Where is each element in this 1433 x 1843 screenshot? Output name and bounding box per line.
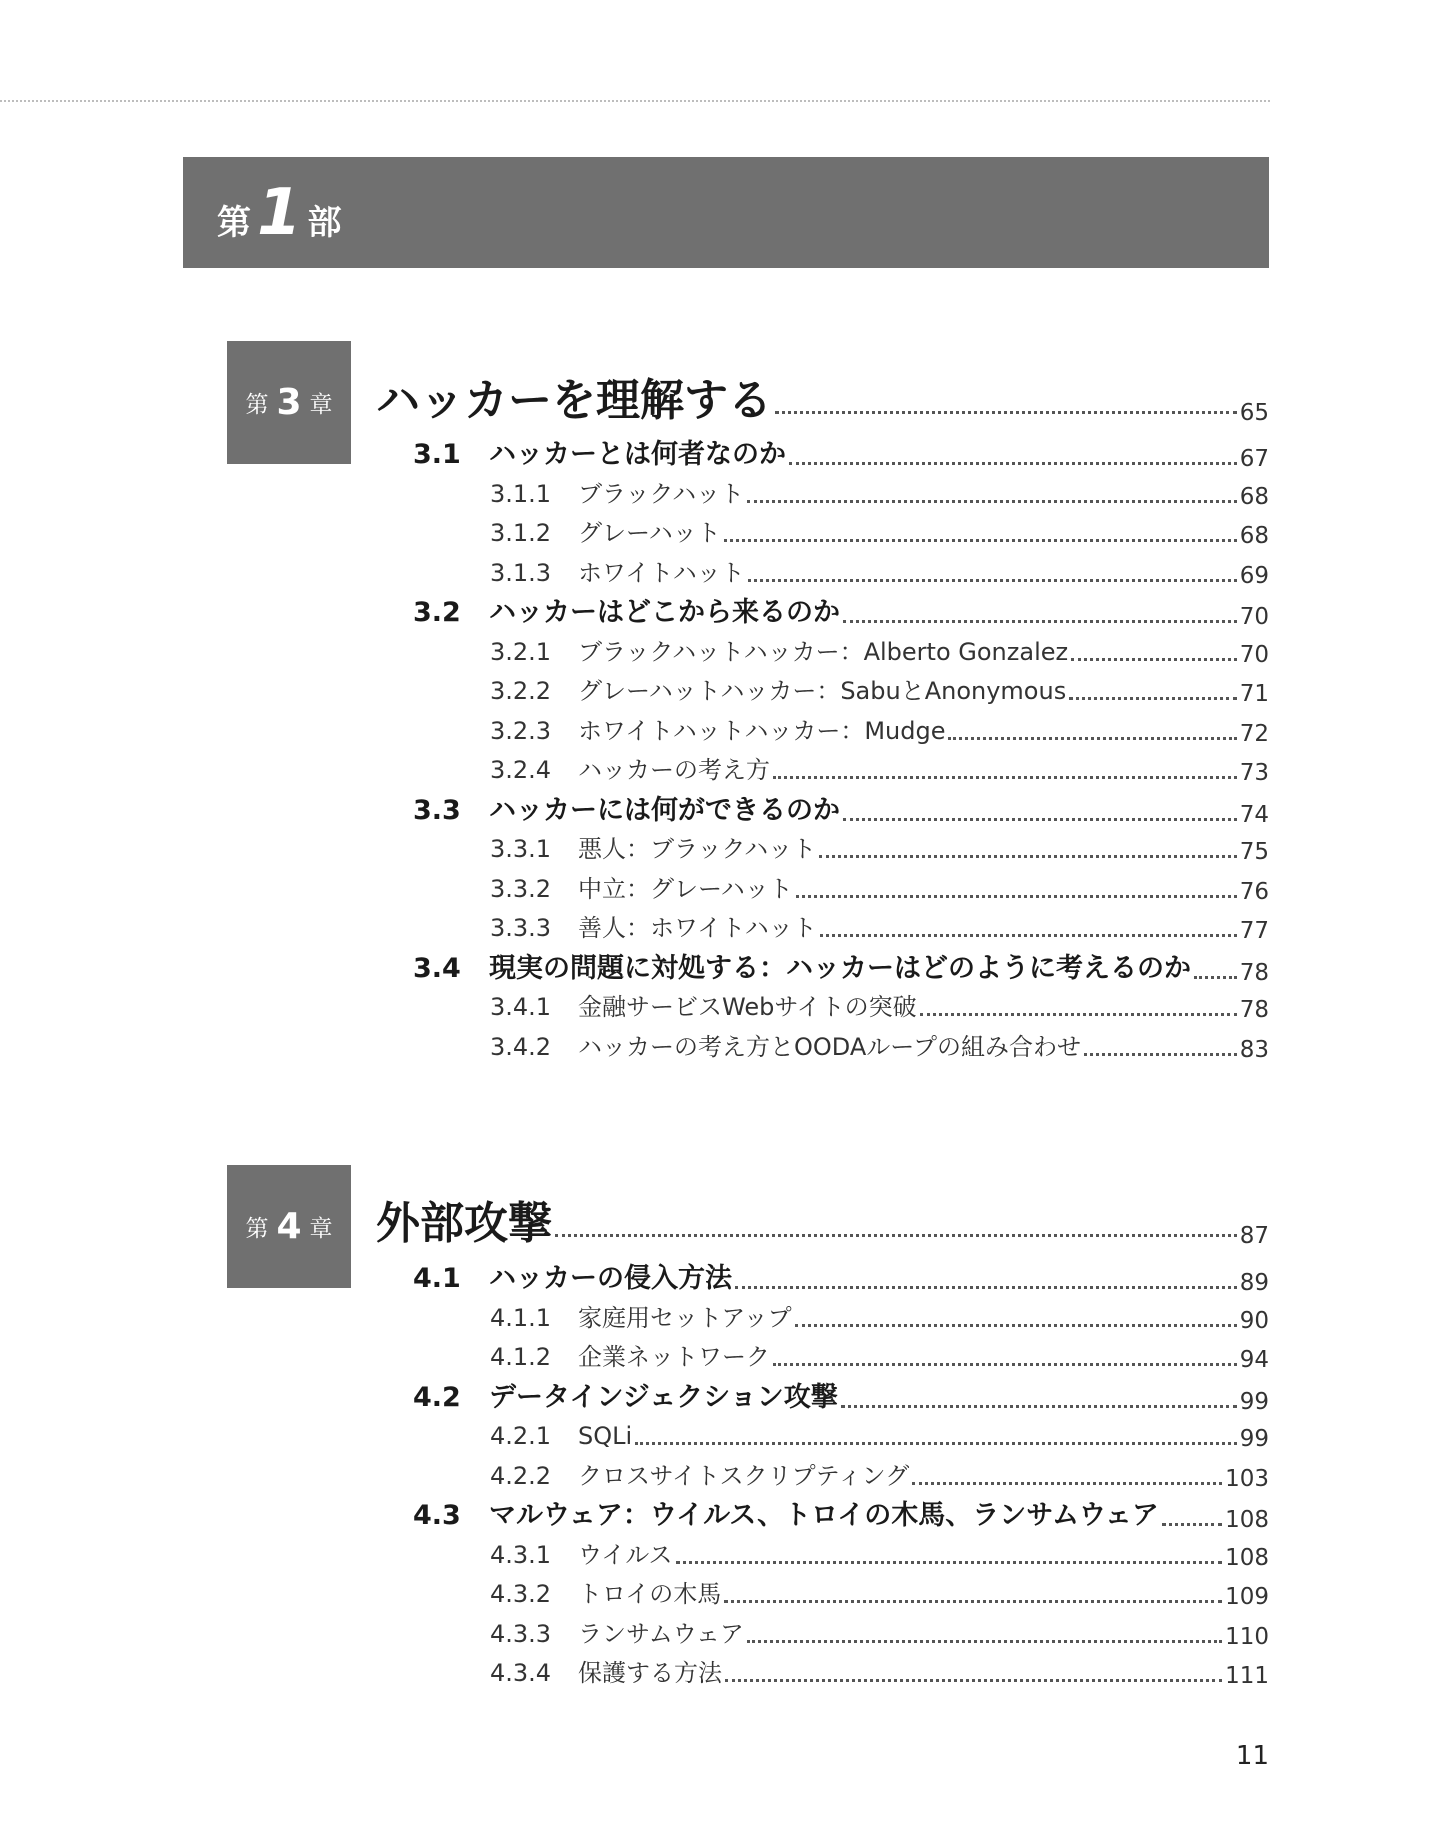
chapter-title: ハッカーを理解する xyxy=(376,375,772,426)
chapter-prefix: 第 xyxy=(245,1216,269,1242)
chapter-suffix: 章 xyxy=(309,392,333,418)
toc-subsection-4-2-2[interactable] xyxy=(490,1460,1269,1492)
toc-subsection-3-1-1[interactable] xyxy=(490,478,1269,510)
subsection-title: ハッカーの考え方 xyxy=(578,756,770,784)
dot-leader xyxy=(676,1561,1223,1564)
toc-chapter-4[interactable] xyxy=(376,1199,1269,1249)
subsection-title: SQLi xyxy=(578,1422,633,1450)
subsection-number: 3.1.1 xyxy=(490,480,552,508)
subsection-number: 4.2.2 xyxy=(490,1462,552,1490)
subsection-number: 3.4.2 xyxy=(490,1033,552,1061)
dot-leader xyxy=(775,411,1237,414)
part-banner xyxy=(183,157,1269,268)
page-ref: 69 xyxy=(1239,563,1269,589)
toc-subsection-3-3-3[interactable] xyxy=(490,912,1269,944)
subsection-title: 金融サービスWebサイトの突破 xyxy=(578,993,917,1021)
chapter-prefix: 第 xyxy=(245,392,269,418)
subsection-title: ウイルス xyxy=(578,1541,673,1569)
subsection-number: 3.2.1 xyxy=(490,638,552,666)
subsection-number: 4.2.1 xyxy=(490,1422,552,1450)
subsection-title: 企業ネットワーク xyxy=(578,1343,770,1371)
subsection-title: ブラックハットハッカー：Alberto Gonzalez xyxy=(578,638,1069,666)
page-ref: 109 xyxy=(1225,1584,1269,1610)
toc-section-3-3[interactable] xyxy=(413,794,1269,828)
dot-leader xyxy=(912,1482,1222,1485)
toc-section-3-4[interactable] xyxy=(413,952,1269,986)
section-title: ハッカーには何ができるのか xyxy=(489,795,840,826)
page-ref: 70 xyxy=(1239,642,1269,668)
part-suffix: 部 xyxy=(307,202,342,243)
subsection-number: 3.1.2 xyxy=(490,519,552,547)
subsection-title: 中立：グレーハット xyxy=(578,875,793,903)
dot-leader xyxy=(735,1286,1237,1289)
chapter-number: 3 xyxy=(276,382,302,423)
page-ref: 77 xyxy=(1239,918,1269,944)
subsection-number: 4.3.2 xyxy=(490,1580,552,1608)
section-title: 現実の問題に対処する：ハッカーはどのように考えるのか xyxy=(489,953,1191,984)
dot-leader xyxy=(841,1405,1237,1408)
page-ref: 78 xyxy=(1239,960,1269,986)
section-number: 3.2 xyxy=(413,597,461,628)
subsection-title: 家庭用セットアップ xyxy=(578,1304,792,1332)
toc-subsection-4-3-1[interactable] xyxy=(490,1539,1269,1571)
toc-subsection-4-3-4[interactable] xyxy=(490,1657,1269,1689)
page-ref: 65 xyxy=(1239,400,1269,426)
chapter-title: 外部攻撃 xyxy=(376,1198,552,1249)
page-ref: 108 xyxy=(1225,1545,1269,1571)
page-ref: 99 xyxy=(1239,1426,1269,1452)
subsection-title: 悪人：ブラックハット xyxy=(578,835,817,863)
toc-subsection-3-2-1[interactable] xyxy=(490,636,1269,668)
dot-leader xyxy=(843,818,1237,821)
toc-subsection-3-1-3[interactable] xyxy=(490,557,1269,589)
dot-leader xyxy=(1162,1523,1222,1526)
dot-leader xyxy=(1071,658,1237,661)
toc-section-4-1[interactable] xyxy=(413,1262,1269,1296)
toc-subsection-3-2-3[interactable] xyxy=(490,715,1269,747)
subsection-title: ホワイトハット xyxy=(578,559,745,587)
page-ref: 74 xyxy=(1239,802,1269,828)
subsection-title: クロスサイトスクリプティング xyxy=(578,1462,910,1490)
dot-leader xyxy=(724,539,1237,542)
subsection-title: トロイの木馬 xyxy=(578,1580,722,1608)
page-ref: 70 xyxy=(1239,604,1269,630)
page-ref: 89 xyxy=(1239,1270,1269,1296)
dot-leader xyxy=(796,895,1237,898)
subsection-number: 3.2.3 xyxy=(490,717,552,745)
subsection-number: 3.3.1 xyxy=(490,835,552,863)
subsection-title: ランサムウェア xyxy=(578,1620,744,1648)
toc-section-3-2[interactable] xyxy=(413,596,1269,630)
page-ref: 68 xyxy=(1239,523,1269,549)
page-ref: 71 xyxy=(1239,681,1269,707)
toc-section-3-1[interactable] xyxy=(413,438,1269,472)
toc-section-4-2[interactable] xyxy=(413,1381,1269,1415)
page-ref: 75 xyxy=(1239,839,1269,865)
dot-leader xyxy=(773,776,1237,779)
toc-subsection-4-1-2[interactable] xyxy=(490,1341,1269,1373)
page-number: 11 xyxy=(1235,1741,1269,1771)
page-ref: 72 xyxy=(1239,721,1269,747)
subsection-title: グレーハット xyxy=(578,519,721,547)
part-heading xyxy=(217,175,342,250)
toc-subsection-3-3-2[interactable] xyxy=(490,873,1269,905)
chapter-number: 4 xyxy=(276,1206,302,1247)
dot-leader xyxy=(820,934,1237,937)
section-number: 3.4 xyxy=(413,953,461,984)
subsection-title: グレーハットハッカー：SabuとAnonymous xyxy=(578,677,1067,705)
subsection-number: 4.3.3 xyxy=(490,1620,552,1648)
toc-subsection-4-3-3[interactable] xyxy=(490,1618,1269,1650)
dot-leader xyxy=(748,579,1237,582)
page-ref: 99 xyxy=(1239,1389,1269,1415)
section-title: ハッカーの侵入方法 xyxy=(489,1263,732,1294)
dot-leader xyxy=(819,855,1237,858)
dot-leader xyxy=(773,1363,1237,1366)
toc-chapter-3[interactable] xyxy=(376,376,1269,426)
toc-subsection-4-2-1[interactable] xyxy=(490,1420,1269,1452)
dot-leader xyxy=(948,737,1236,740)
page-ref: 108 xyxy=(1225,1507,1269,1533)
section-title: データインジェクション攻撃 xyxy=(489,1382,838,1413)
dot-leader xyxy=(725,1679,1222,1682)
toc-subsection-4-3-2[interactable] xyxy=(490,1578,1269,1610)
toc-subsection-3-2-2[interactable] xyxy=(490,675,1269,707)
toc-subsection-3-1-2[interactable] xyxy=(490,517,1269,549)
subsection-title: ホワイトハットハッカー：Mudge xyxy=(578,717,946,745)
chapter-3-label-box xyxy=(227,341,351,464)
dot-leader xyxy=(1084,1053,1237,1056)
page-ref: 83 xyxy=(1239,1037,1269,1063)
section-number: 4.3 xyxy=(413,1500,461,1531)
page-ref: 68 xyxy=(1239,484,1269,510)
page-ref: 87 xyxy=(1239,1223,1269,1249)
dot-leader xyxy=(747,1640,1222,1643)
subsection-number: 3.4.1 xyxy=(490,993,552,1021)
page-ref: 111 xyxy=(1225,1663,1269,1689)
subsection-title: ブラックハット xyxy=(578,480,745,508)
page-ref: 110 xyxy=(1225,1624,1269,1650)
section-number: 3.1 xyxy=(413,439,461,470)
dot-leader xyxy=(555,1234,1237,1237)
chapter-suffix: 章 xyxy=(309,1216,333,1242)
subsection-title: 善人：ホワイトハット xyxy=(578,914,817,942)
page-ref: 67 xyxy=(1239,446,1269,472)
toc-subsection-4-1-1[interactable] xyxy=(490,1302,1269,1334)
dot-leader xyxy=(920,1013,1237,1016)
dot-leader xyxy=(1069,697,1237,700)
subsection-number: 3.2.2 xyxy=(490,677,552,705)
toc-subsection-3-4-2[interactable] xyxy=(490,1031,1269,1063)
page-ref: 103 xyxy=(1225,1466,1269,1492)
page-ref: 76 xyxy=(1239,879,1269,905)
page-ref: 90 xyxy=(1239,1308,1269,1334)
section-number: 4.1 xyxy=(413,1263,461,1294)
toc-subsection-3-2-4[interactable] xyxy=(490,754,1269,786)
subsection-number: 4.1.2 xyxy=(490,1343,552,1371)
subsection-title: 保護する方法 xyxy=(578,1659,722,1687)
subsection-number: 3.2.4 xyxy=(490,756,552,784)
chapter-4-label-box xyxy=(227,1165,351,1288)
section-title: ハッカーはどこから来るのか xyxy=(489,597,840,628)
dot-leader xyxy=(789,462,1237,465)
part-number: 1 xyxy=(257,175,302,250)
subsection-number: 4.1.1 xyxy=(490,1304,552,1332)
page-ref: 78 xyxy=(1239,997,1269,1023)
toc-subsection-3-4-1[interactable] xyxy=(490,991,1269,1023)
section-number: 3.3 xyxy=(413,795,461,826)
section-title: マルウェア：ウイルス、トロイの木馬、ランサムウェア xyxy=(489,1500,1159,1531)
top-dotted-rule xyxy=(0,100,1270,102)
subsection-number: 3.3.3 xyxy=(490,914,552,942)
dot-leader xyxy=(843,620,1237,623)
dot-leader xyxy=(724,1600,1222,1603)
page-ref: 94 xyxy=(1239,1347,1269,1373)
section-number: 4.2 xyxy=(413,1382,461,1413)
dot-leader xyxy=(1194,976,1237,979)
toc-section-4-3[interactable] xyxy=(413,1499,1269,1533)
subsection-number: 4.3.1 xyxy=(490,1541,552,1569)
section-title: ハッカーとは何者なのか xyxy=(489,439,786,470)
dot-leader xyxy=(795,1324,1237,1327)
page-ref: 73 xyxy=(1239,760,1269,786)
subsection-number: 3.1.3 xyxy=(490,559,552,587)
dot-leader xyxy=(747,500,1237,503)
subsection-title: ハッカーの考え方とOODAループの組み合わせ xyxy=(578,1033,1082,1061)
dot-leader xyxy=(635,1442,1237,1445)
part-prefix: 第 xyxy=(217,202,251,243)
toc-subsection-3-3-1[interactable] xyxy=(490,833,1269,865)
subsection-number: 4.3.4 xyxy=(490,1659,552,1687)
subsection-number: 3.3.2 xyxy=(490,875,552,903)
